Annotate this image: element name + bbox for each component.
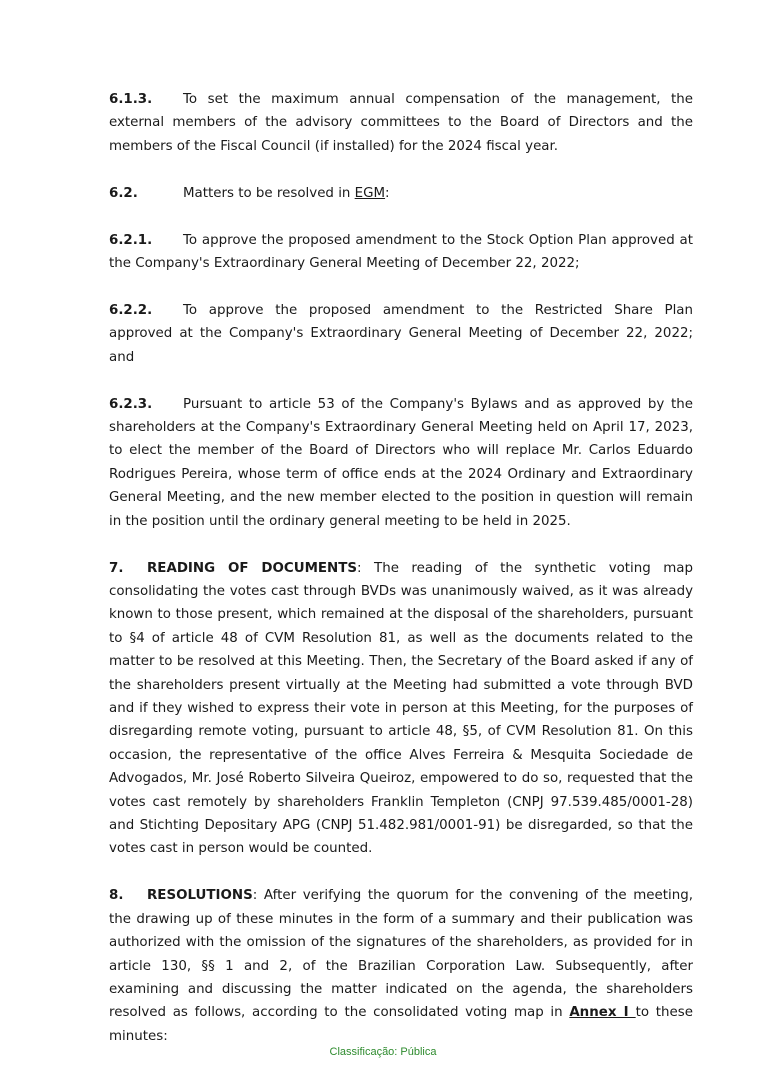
item-number: 6.2.2. [109,302,153,318]
annex-reference: Annex I [569,1005,636,1021]
paragraph-text: : The reading of the synthetic voting map consolidating the votes cast through BVDs was unanimously waived, as it was already known to those present, which remained at the disposal of the shareholders, pursuant to §4 of article 48 of CVM Resolution 81, as well as the documents related to the matter to be resolved at this Meeting. Then, the Secretary of the Board asked if any of the shareholders present virtually at the Meeting had submitted a vote through BVD and if they wished to express their vote in person at this Meeting, for the purposes of disregarding remote voting, pursuant to article 48, §5, of CVM Resolution 81. On this occasion, the representative of the office Alves Ferreira & Mesquita Sociedade de Advogados, Mr. José Roberto Silveira Queiroz, empowered to do so, requested that the votes cast remotely by shareholders Franklin Templeton (CNPJ 97.539.485/0001-28) and Stichting Depositary APG (CNPJ 51.482.981/0001-91) be disregarded, so that the votes cast in person would be counted. [109,560,693,857]
paragraph-6-1-3 [109,88,693,158]
paragraph-6-2-2 [109,299,693,369]
paragraph-text: To approve the proposed amendment to the Stock Option Plan approved at the Company's Extraordinary General Meeting of December 22, 2022; [109,232,693,272]
item-number: 6.2.3. [109,396,153,412]
paragraph-text: Pursuant to article 53 of the Company's Bylaws and as approved by the shareholders at the Company's Extraordinary General Meeting held on April 17, 2023, to elect the member of the Board of Directors who will replace Mr. Carlos Eduardo Rodrigues Pereira, whose term of office ends at the 2024 Ordinary and Extraordinary General Meeting, and the new member elected to the position in question will remain in the position until the ordinary general meeting to be held in 2025. [109,396,693,529]
section-number: 7. [109,560,124,576]
section-number: 8. [109,888,124,904]
classification-footer: Classificação: Pública [329,1046,437,1058]
section-heading: RESOLUTIONS [147,888,253,904]
paragraph-6-2 [109,182,693,205]
egm-underlined: EGM [354,185,386,201]
paragraph-text-end: : [385,185,390,201]
paragraph-6-2-1 [109,229,693,276]
paragraph-text: : After verifying the quorum for the convening of the meeting, the drawing up of these minutes in the form of a summary and their publication was authorized with the omission of the signatures of the shareholders, as provided for in article 130, §§ 1 and 2, of the Brazilian Corporation Law. Subsequently, after examining and discussing the matter indicated on the agenda, the shareholders resolved as follows, according to the consolidated voting map in [109,888,693,1021]
paragraph-text: To approve the proposed amendment to the Restricted Share Plan approved at the Company's Extraordinary General Meeting of December 22, 2022; and [109,302,693,365]
paragraph-text-end: to these minutes: [109,1005,693,1044]
paragraph-7-reading-of-documents [109,557,693,861]
item-number: 6.2. [109,185,138,201]
paragraph-6-2-3 [109,393,693,533]
paragraph-text: To set the maximum annual compensation of the management, the external members of the advisory committees to the Board of Directors and the members of the Fiscal Council (if installed) for the 2024 fiscal year. [109,92,693,154]
item-number: 6.1.3. [109,92,153,107]
paragraph-8-resolutions [109,884,693,1048]
section-heading: READING OF DOCUMENTS [147,560,358,576]
paragraph-text: Matters to be resolved in [183,185,355,201]
document-body [109,88,693,1072]
item-number: 6.2.1. [109,232,153,248]
